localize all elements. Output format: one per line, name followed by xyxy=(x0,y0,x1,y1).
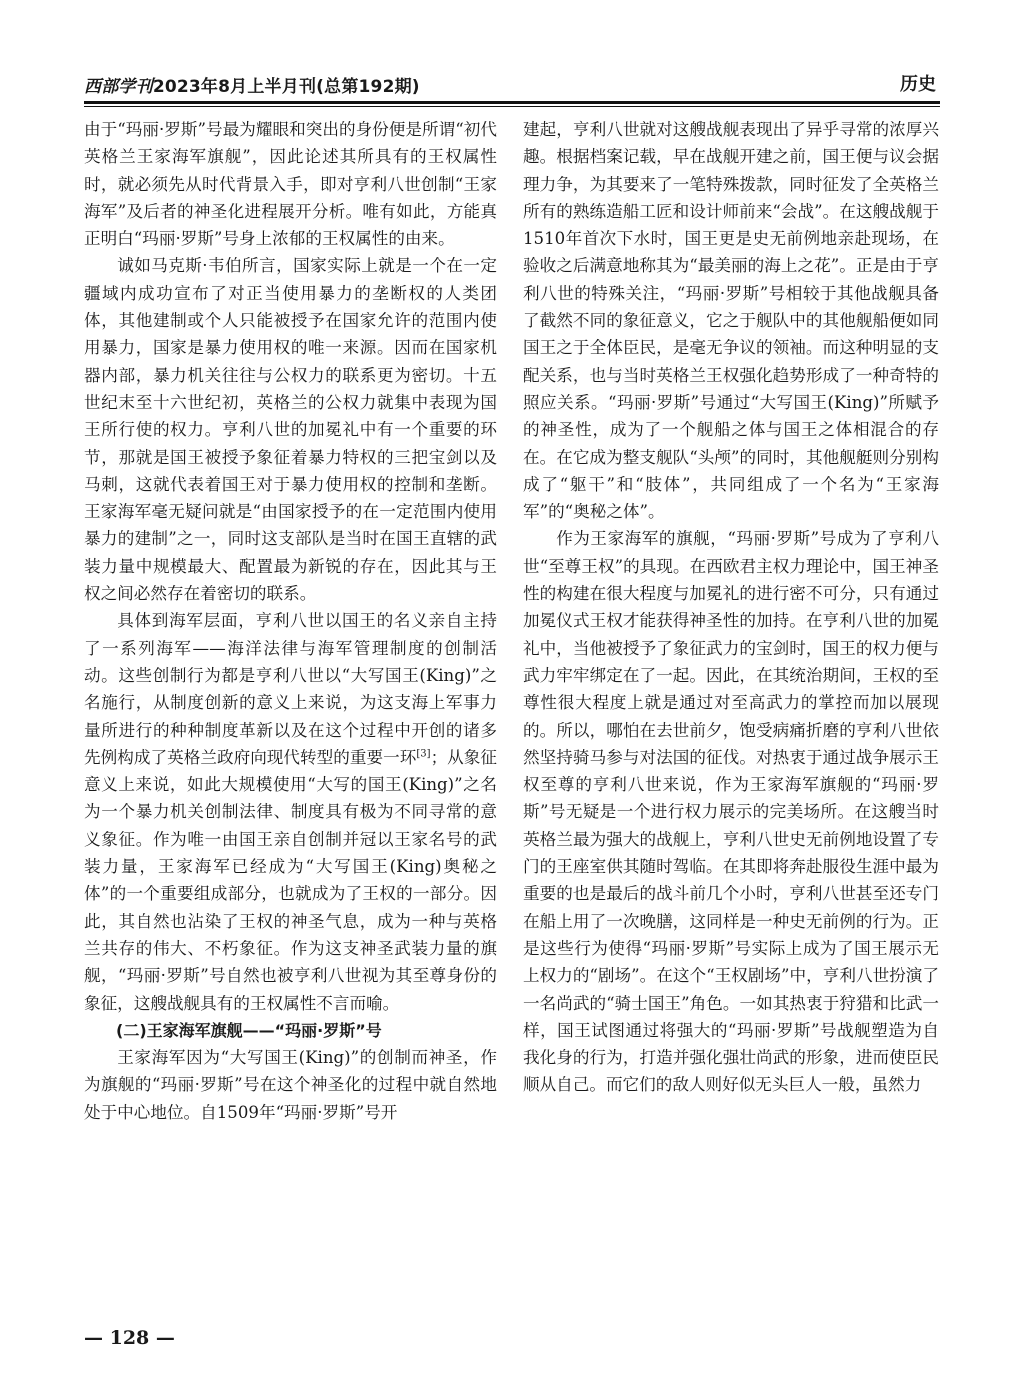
left-column xyxy=(84,116,497,1336)
section-label: 历史 xyxy=(900,74,936,95)
issue-info: 2023年8月上半月刊(总第192期) xyxy=(152,77,420,97)
section-subheading: (二)王家海军旗舰——“玛丽·罗斯”号 xyxy=(116,1020,382,1040)
running-header xyxy=(84,70,940,104)
page-number: — 128 — xyxy=(84,1327,175,1349)
paragraph: 建起，亨利八世就对这艘战舰表现出了异乎寻常的浓厚兴趣。根据档案记载，早在战舰开建之前，国王便与议会据理力争，为其要来了一笔特殊拨款，同时征发了全英格兰所有的熟练造船工匠和设计师前来“会战”。在这艘战舰于1510年首次下水时，国王更是史无前例地亲赴现场，在验收之后满意地称其为“最美丽的海上之花”。正是由于亨利八世的特殊关注，“玛丽·罗斯”号相较于其他战舰具备了截然不同的象征意义，它之于舰队中的其他舰船便如同国王之于全体臣民，是毫无争议的领袖。而这种明显的支配关系，也与当时英格兰王权强化趋势形成了一种奇特的照应关系。“玛丽·罗斯”号通过“大写国王(King)”所赋予的神圣性，成为了一个舰船之体与国王之体相混合的存在。在它成为整支舰队“头颅”的同时，其他舰艇则分别构成了“躯干”和“肢体”，共同组成了一个名为“王家海军”的“奥秘之体”。 xyxy=(523,120,939,522)
paragraph-text: 具体到海军层面，亨利八世以国王的名义亲自主持了一系列海军——海洋法律与海军管理制度的创制活动。这些创制行为都是亨利八世以“大写国王(King)”之名施行，从制度创新的意义上来说，为这支海上军事力量所进行的种种制度革新以及在这个过程中开创的诸多先例构成了英格兰政府向现代转型的重要一环 xyxy=(84,611,497,767)
paragraph: 作为王家海军的旗舰，“玛丽·罗斯”号成为了亨利八世“至尊王权”的具现。在西欧君主权力理论中，国王神圣性的构建在很大程度与加冕礼的进行密不可分，只有通过加冕仪式王权才能获得神圣性的加持。在亨利八世的加冕礼中，当他被授予了象征武力的宝剑时，国王的权力便与武力牢牢绑定在了一起。因此，在其统治期间，王权的至尊性很大程度上就是通过对至高武力的掌控而加以展现的。所以，哪怕在去世前夕，饱受病痛折磨的亨利八世依然坚持骑马参与对法国的征伐。对热衷于通过战争展示王权至尊的亨利八世来说，作为王家海军旗舰的“玛丽·罗斯”号无疑是一个进行权力展示的完美场所。在这艘当时英格兰最为强大的战舰上，亨利八世史无前例地设置了专门的王座室供其随时驾临。在其即将奔赴服役生涯中最为重要的也是最后的战斗前几个小时，亨利八世甚至还专门在船上用了一次晚膳，这同样是一种史无前例的行为。正是这些行为使得“玛丽·罗斯”号实际上成为了国王展示无上权力的“剧场”。在这个“王权剧场”中，亨利八世扮演了一名尚武的“骑士国王”角色。一如其热衷于狩猎和比武一样，国王试图通过将强大的“玛丽·罗斯”号战舰塑造为自我化身的行为，打造并强化强壮尚武的形象，进而使臣民顺从自己。而它们的敌人则好似无头巨人一般，虽然力 xyxy=(523,529,939,1095)
journal-issue xyxy=(84,72,420,97)
header-rule-thin xyxy=(84,106,940,107)
paragraph-text: ；从象征意义上来说，如此大规模使用“大写的国王(King)”之名为一个暴力机关创制法律、制度具有极为不同寻常的意义象征。作为唯一由国王亲自创制并冠以王家名号的武装力量，王家海军已经成为“大写国王(King)奥秘之体”的一个重要组成部分，也就成为了王权的一部分。因此，其自然也沾染了王权的神圣气息，成为一种与英格兰共存的伟大、不朽象征。作为这支神圣武装力量的旗舰，“玛丽·罗斯”号自然也被亨利八世视为其至尊身份的象征，这艘战舰具有的王权属性不言而喻。 xyxy=(84,747,497,1013)
journal-name: 西部学刊 xyxy=(84,77,153,97)
paragraph: 诚如马克斯·韦伯所言，国家实际上就是一个在一定疆域内成功宣布了对正当使用暴力的垄断权的人类团体，其他建制或个人只能被授予在国家允许的范围内使用暴力，国家是暴力使用权的唯一来源。因而在国家机器内部，暴力机关往往与公权力的联系更为密切。十五世纪末至十六世纪初，英格兰的公权力就集中表现为国王所行使的权力。亨利八世的加冕礼中有一个重要的环节，那就是国王被授予象征着暴力特权的三把宝剑以及马刺，这就代表着国王对于暴力使用权的控制和垄断。王家海军毫无疑问就是“由国家授予的在一定范围内使用暴力的建制”之一，同时这支部队是当时在国王直辖的武装力量中规模最大、配置最为新锐的存在，因此其与王权之间必然存在着密切的联系。 xyxy=(84,256,497,604)
right-column xyxy=(523,116,939,1336)
header-rule-thick xyxy=(84,101,940,104)
paragraph: 由于“玛丽·罗斯”号最为耀眼和突出的身份便是所谓“初代英格兰王家海军旗舰”，因此论述其所具有的王权属性时，就必须先从时代背景入手，即对亨利八世创制“王家海军”及后者的神圣化进程展开分析。唯有如此，方能真正明白“玛丽·罗斯”号身上浓郁的王权属性的由来。 xyxy=(84,120,497,249)
paragraph: 王家海军因为“大写国王(King)”的创制而神圣，作为旗舰的“玛丽·罗斯”号在这个神圣化的过程中就自然地处于中心地位。自1509年“玛丽·罗斯”号开 xyxy=(84,1048,497,1122)
reference-marker: [3] xyxy=(416,748,431,760)
paragraph xyxy=(84,607,497,1016)
